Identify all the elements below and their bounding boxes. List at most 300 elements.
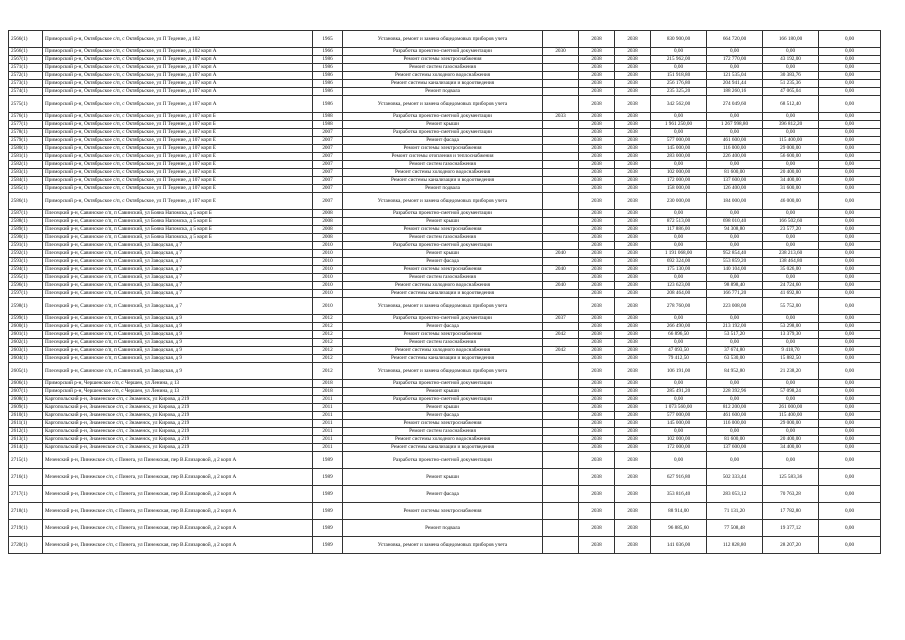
total-cost-cell: 872 513,00	[651, 218, 707, 226]
other-cost-cell: 0,00	[819, 121, 881, 129]
address-cell: Приморский р-н, Октябрьское с/п, с Октябрьское, ул П Тедение, д 107 корп Е	[43, 129, 313, 137]
prev-year-cell	[543, 72, 579, 80]
prev-year-cell	[543, 129, 579, 137]
work-type-cell: Ремонт фасада	[343, 412, 543, 420]
prev-year-cell	[543, 274, 579, 282]
plan-start-cell: 2038	[579, 537, 615, 554]
row-id-cell: 2566(1)	[9, 48, 43, 56]
row-id-cell: 2602(1)	[9, 339, 43, 347]
total-cost-cell: 0,00	[651, 129, 707, 137]
work-type-cell: Ремонт системы холодного водоснабжения	[343, 436, 543, 444]
owner-cost-cell: 0,00	[763, 315, 819, 323]
table-row	[9, 234, 881, 242]
address-cell: Плесецкий р-н, Савинское с/п, п Савинский, ул Бояна Напомска, д 5 корп Б	[43, 210, 313, 218]
plan-end-cell: 2038	[615, 153, 651, 161]
prev-year-cell	[543, 121, 579, 129]
fund-cost-cell: 116 000,00	[707, 145, 763, 153]
year-built-cell: 2007	[313, 137, 343, 145]
table-row	[9, 129, 881, 137]
owner-cost-cell: 0,00	[763, 129, 819, 137]
prev-year-cell	[543, 96, 579, 113]
prev-year-cell	[543, 242, 579, 250]
total-cost-cell: 627 916,80	[651, 469, 707, 486]
year-built-cell: 2008	[313, 226, 343, 234]
fund-cost-cell: 140 104,00	[707, 266, 763, 274]
fund-cost-cell: 0,00	[707, 113, 763, 121]
row-id-cell: 2720(1)	[9, 537, 43, 554]
row-id-cell: 2583(1)	[9, 169, 43, 177]
work-type-cell: Ремонт крыши	[343, 388, 543, 396]
prev-year-cell	[543, 258, 579, 266]
plan-end-cell: 2038	[615, 88, 651, 96]
table-row	[9, 520, 881, 537]
work-type-cell: Установка, ремонт и замена общедомовых приборов учета	[343, 298, 543, 315]
plan-end-cell: 2038	[615, 234, 651, 242]
other-cost-cell: 0,00	[819, 404, 881, 412]
row-id-cell: 2567(1)	[9, 56, 43, 64]
prev-year-cell: 2033	[543, 113, 579, 121]
owner-cost-cell: 41 692,80	[763, 290, 819, 298]
owner-cost-cell: 34 400,00	[763, 177, 819, 185]
address-cell: Плесецкий р-н, Савинское с/п, п Савинский, ул Заводская, д 7	[43, 298, 313, 315]
table-row	[9, 137, 881, 145]
plan-start-cell: 2038	[579, 486, 615, 503]
work-type-cell: Ремонт системы канализации и водоотведения	[343, 355, 543, 363]
total-cost-cell: 96 885,60	[651, 520, 707, 537]
year-built-cell: 1989	[313, 452, 343, 469]
row-id-cell: 2716(1)	[9, 469, 43, 486]
table-row	[9, 266, 881, 274]
prev-year-cell	[543, 56, 579, 64]
prev-year-cell: 2042	[543, 331, 579, 339]
fund-cost-cell: 37 674,80	[707, 347, 763, 355]
total-cost-cell: 0,00	[651, 48, 707, 56]
owner-cost-cell: 0,00	[763, 242, 819, 250]
owner-cost-cell: 57 098,24	[763, 388, 819, 396]
table-body	[9, 31, 881, 554]
other-cost-cell: 0,00	[819, 315, 881, 323]
work-type-cell: Ремонт системы электроснабжения	[343, 145, 543, 153]
row-id-cell: 2614(1)	[9, 444, 43, 452]
table-row	[9, 404, 881, 412]
table-row	[9, 177, 881, 185]
fund-cost-cell: 812 200,00	[707, 404, 763, 412]
table-row	[9, 145, 881, 153]
other-cost-cell: 0,00	[819, 266, 881, 274]
address-cell: Плесецкий р-н, Савинское с/п, п Савинский, ул Заводская, д 9	[43, 323, 313, 331]
table-row	[9, 347, 881, 355]
other-cost-cell: 0,00	[819, 347, 881, 355]
plan-start-cell: 2038	[579, 298, 615, 315]
work-type-cell: Ремонт системы канализации и водоотведения	[343, 80, 543, 88]
plan-start-cell: 2038	[579, 290, 615, 298]
address-cell: Плесецкий р-н, Савинское с/п, п Савинский, ул Заводская, д 7	[43, 274, 313, 282]
plan-start-cell: 2038	[579, 153, 615, 161]
total-cost-cell: 577 000,00	[651, 412, 707, 420]
other-cost-cell: 0,00	[819, 282, 881, 290]
plan-start-cell: 2038	[579, 242, 615, 250]
total-cost-cell: 102 000,00	[651, 436, 707, 444]
work-type-cell: Ремонт системы холодного водоснабжения	[343, 169, 543, 177]
other-cost-cell: 0,00	[819, 161, 881, 169]
row-id-cell: 2593(1)	[9, 258, 43, 266]
plan-start-cell: 2038	[579, 145, 615, 153]
work-type-cell: Ремонт фасада	[343, 486, 543, 503]
plan-start-cell: 2038	[579, 452, 615, 469]
work-type-cell: Разработка проектно-сметной документации	[343, 380, 543, 388]
table-row	[9, 193, 881, 210]
row-id-cell: 2601(1)	[9, 331, 43, 339]
prev-year-cell	[543, 469, 579, 486]
other-cost-cell: 0,00	[819, 355, 881, 363]
table-row	[9, 444, 881, 452]
plan-end-cell: 2038	[615, 469, 651, 486]
other-cost-cell: 0,00	[819, 193, 881, 210]
year-built-cell: 2018	[313, 388, 343, 396]
owner-cost-cell: 19 377,12	[763, 520, 819, 537]
total-cost-cell: 0,00	[651, 396, 707, 404]
plan-end-cell: 2038	[615, 298, 651, 315]
total-cost-cell: 0,00	[651, 113, 707, 121]
work-type-cell: Ремонт подвала	[343, 520, 543, 537]
owner-cost-cell: 20 400,00	[763, 436, 819, 444]
other-cost-cell: 0,00	[819, 331, 881, 339]
row-id-cell: 2612(1)	[9, 428, 43, 436]
plan-start-cell: 2038	[579, 282, 615, 290]
row-id-cell: 2585(1)	[9, 185, 43, 193]
row-id-cell: 2586(1)	[9, 193, 43, 210]
other-cost-cell: 0,00	[819, 290, 881, 298]
address-cell: Плесецкий р-н, Савинское с/п, п Савинский, ул Заводская, д 7	[43, 258, 313, 266]
plan-end-cell: 2038	[615, 412, 651, 420]
year-built-cell: 2011	[313, 396, 343, 404]
address-cell: Приморский р-н, Октябрьское с/п, с Октябрьское, ул П Тедение, д 107 корп Е	[43, 137, 313, 145]
prev-year-cell: 2040	[543, 282, 579, 290]
total-cost-cell: 145 000,00	[651, 145, 707, 153]
owner-cost-cell: 21 238,20	[763, 363, 819, 380]
plan-start-cell: 2038	[579, 96, 615, 113]
fund-cost-cell: 1 267 998,80	[707, 121, 763, 129]
plan-end-cell: 2038	[615, 339, 651, 347]
work-type-cell: Ремонт системы канализации и водоотведения	[343, 177, 543, 185]
owner-cost-cell: 43 192,00	[763, 56, 819, 64]
owner-cost-cell: 56 600,00	[763, 153, 819, 161]
table-row	[9, 315, 881, 323]
total-cost-cell: 0,00	[651, 452, 707, 469]
owner-cost-cell: 13 379,30	[763, 331, 819, 339]
year-built-cell: 1966	[313, 48, 343, 56]
fund-cost-cell: 121 535,04	[707, 72, 763, 80]
row-id-cell: 2592(1)	[9, 250, 43, 258]
owner-cost-cell: 261 000,00	[763, 404, 819, 412]
plan-start-cell: 2038	[579, 520, 615, 537]
owner-cost-cell: 0,00	[763, 113, 819, 121]
total-cost-cell: 256 176,80	[651, 80, 707, 88]
table-row	[9, 258, 881, 266]
other-cost-cell: 0,00	[819, 177, 881, 185]
other-cost-cell: 0,00	[819, 436, 881, 444]
table-row	[9, 161, 881, 169]
table-row	[9, 80, 881, 88]
prev-year-cell	[543, 404, 579, 412]
row-id-cell: 2715(1)	[9, 452, 43, 469]
other-cost-cell: 0,00	[819, 444, 881, 452]
plan-start-cell: 2038	[579, 177, 615, 185]
plan-end-cell: 2038	[615, 323, 651, 331]
table-row	[9, 274, 881, 282]
year-built-cell: 1986	[313, 80, 343, 88]
address-cell: Плесецкий р-н, Савинское с/п, п Савинский, ул Заводская, д 9	[43, 315, 313, 323]
other-cost-cell: 0,00	[819, 537, 881, 554]
work-type-cell: Ремонт системы холодного водоснабжения	[343, 282, 543, 290]
address-cell: Приморский р-н, Октябрьское с/п, с Октябрьское, ул П Тедение, д 107 корп Е	[43, 145, 313, 153]
table-row	[9, 452, 881, 469]
work-type-cell: Разработка проектно-сметной документации	[343, 210, 543, 218]
row-id-cell: 2588(1)	[9, 218, 43, 226]
other-cost-cell: 0,00	[819, 469, 881, 486]
plan-start-cell: 2038	[579, 388, 615, 396]
address-cell: Приморский р-н, Октябрьское с/п, с Октябрьское, ул П Тедение, д 107 корп А	[43, 64, 313, 72]
prev-year-cell	[543, 355, 579, 363]
year-built-cell: 1986	[313, 72, 343, 80]
plan-start-cell: 2038	[579, 420, 615, 428]
owner-cost-cell: 17 782,80	[763, 503, 819, 520]
prev-year-cell	[543, 388, 579, 396]
total-cost-cell: 79 412,50	[651, 355, 707, 363]
fund-cost-cell: 0,00	[707, 129, 763, 137]
other-cost-cell: 0,00	[819, 137, 881, 145]
table-row	[9, 210, 881, 218]
year-built-cell: 2012	[313, 347, 343, 355]
address-cell: Приморский р-н, Октябрьское с/п, с Октябрьское, ул П Тедение, д 107 корп Е	[43, 153, 313, 161]
year-built-cell: 1965	[313, 31, 343, 48]
fund-cost-cell: 0,00	[707, 428, 763, 436]
address-cell: Мезенский р-н, Пинежское с/п, с Пинега, ул Пинежская, пер В.Елизаровой, д 2 корп А	[43, 503, 313, 520]
total-cost-cell: 66 896,50	[651, 331, 707, 339]
owner-cost-cell: 46 000,00	[763, 193, 819, 210]
year-built-cell: 1989	[313, 520, 343, 537]
year-built-cell: 1986	[313, 56, 343, 64]
table-row	[9, 88, 881, 96]
owner-cost-cell: 115 400,00	[763, 137, 819, 145]
other-cost-cell: 0,00	[819, 226, 881, 234]
work-type-cell: Ремонт системы холодного водоснабжения	[343, 347, 543, 355]
row-id-cell: 2599(1)	[9, 315, 43, 323]
plan-start-cell: 2038	[579, 266, 615, 274]
work-type-cell: Ремонт крыши	[343, 250, 543, 258]
address-cell: Каргопольский р-н, Знаменское с/п, с Знаменск, ул Кирова, д 219	[43, 396, 313, 404]
plan-end-cell: 2038	[615, 420, 651, 428]
row-id-cell: 2598(1)	[9, 298, 43, 315]
address-cell: Приморский р-н, Октябрьское с/п, с Октябрьское, ул П Тедение, д 107 корп Е	[43, 169, 313, 177]
other-cost-cell: 0,00	[819, 380, 881, 388]
owner-cost-cell: 68 512,40	[763, 96, 819, 113]
year-built-cell: 1988	[313, 113, 343, 121]
plan-start-cell: 2038	[579, 274, 615, 282]
row-id-cell: 2573(1)	[9, 80, 43, 88]
prev-year-cell	[543, 161, 579, 169]
owner-cost-cell: 34 400,00	[763, 444, 819, 452]
year-built-cell: 2011	[313, 444, 343, 452]
fund-cost-cell: 81 600,00	[707, 169, 763, 177]
fund-cost-cell: 116 000,00	[707, 420, 763, 428]
year-built-cell: 2018	[313, 380, 343, 388]
prev-year-cell: 2040	[543, 250, 579, 258]
owner-cost-cell: 29 000,00	[763, 145, 819, 153]
fund-cost-cell: 283 053,12	[707, 486, 763, 503]
address-cell: Приморский р-н, Чершенское с/п, с Чершен, ул Ленина, д 13	[43, 388, 313, 396]
row-id-cell: 2581(1)	[9, 153, 43, 161]
other-cost-cell: 0,00	[819, 258, 881, 266]
row-id-cell: 2575(1)	[9, 96, 43, 113]
plan-end-cell: 2038	[615, 121, 651, 129]
owner-cost-cell: 55 752,00	[763, 298, 819, 315]
plan-end-cell: 2038	[615, 161, 651, 169]
plan-start-cell: 2038	[579, 210, 615, 218]
plan-end-cell: 2038	[615, 444, 651, 452]
plan-end-cell: 2038	[615, 56, 651, 64]
other-cost-cell: 0,00	[819, 503, 881, 520]
total-cost-cell: 577 000,00	[651, 137, 707, 145]
total-cost-cell: 1 961 250,00	[651, 121, 707, 129]
year-built-cell: 2008	[313, 234, 343, 242]
plan-end-cell: 2038	[615, 266, 651, 274]
work-type-cell: Ремонт системы канализации и водоотведения	[343, 290, 543, 298]
row-id-cell: 2608(1)	[9, 396, 43, 404]
other-cost-cell: 0,00	[819, 388, 881, 396]
plan-end-cell: 2038	[615, 250, 651, 258]
total-cost-cell: 353 816,40	[651, 486, 707, 503]
plan-end-cell: 2038	[615, 486, 651, 503]
fund-cost-cell: 77 508,48	[707, 520, 763, 537]
other-cost-cell: 0,00	[819, 88, 881, 96]
table-row	[9, 436, 881, 444]
other-cost-cell: 0,00	[819, 64, 881, 72]
fund-cost-cell: 0,00	[707, 210, 763, 218]
prev-year-cell	[543, 537, 579, 554]
plan-end-cell: 2038	[615, 452, 651, 469]
prev-year-cell	[543, 137, 579, 145]
plan-end-cell: 2038	[615, 96, 651, 113]
plan-end-cell: 2038	[615, 274, 651, 282]
plan-start-cell: 2038	[579, 226, 615, 234]
table-row	[9, 339, 881, 347]
owner-cost-cell: 0,00	[763, 234, 819, 242]
total-cost-cell: 0,00	[651, 428, 707, 436]
plan-end-cell: 2038	[615, 503, 651, 520]
row-id-cell: 2579(1)	[9, 137, 43, 145]
table-row	[9, 412, 881, 420]
total-cost-cell: 0,00	[651, 210, 707, 218]
address-cell: Каргопольский р-н, Знаменское с/п, с Знаменск, ул Кирова, д 219	[43, 404, 313, 412]
other-cost-cell: 0,00	[819, 420, 881, 428]
prev-year-cell	[543, 234, 579, 242]
year-built-cell: 2012	[313, 331, 343, 339]
fund-cost-cell: 172 770,00	[707, 56, 763, 64]
owner-cost-cell: 238 213,60	[763, 250, 819, 258]
prev-year-cell	[543, 226, 579, 234]
year-built-cell: 2012	[313, 355, 343, 363]
fund-cost-cell: 274 049,60	[707, 96, 763, 113]
owner-cost-cell: 0,00	[763, 452, 819, 469]
prev-year-cell	[543, 380, 579, 388]
fund-cost-cell: 184 000,00	[707, 193, 763, 210]
plan-start-cell: 2038	[579, 380, 615, 388]
prev-year-cell	[543, 412, 579, 420]
total-cost-cell: 0,00	[651, 380, 707, 388]
total-cost-cell: 830 900,00	[651, 31, 707, 48]
plan-end-cell: 2038	[615, 64, 651, 72]
prev-year-cell	[543, 503, 579, 520]
prev-year-cell	[543, 193, 579, 210]
year-built-cell: 2007	[313, 169, 343, 177]
address-cell: Мезенский р-н, Пинежское с/п, с Пинега, ул Пинежская, пер В.Елизаровой, д 2 корп А	[43, 486, 313, 503]
table-row	[9, 113, 881, 121]
owner-cost-cell: 35 026,00	[763, 266, 819, 274]
fund-cost-cell: 137 600,00	[707, 177, 763, 185]
plan-start-cell: 2038	[579, 258, 615, 266]
plan-end-cell: 2038	[615, 177, 651, 185]
fund-cost-cell: 664 720,00	[707, 31, 763, 48]
owner-cost-cell: 24 724,60	[763, 282, 819, 290]
work-type-cell: Разработка проектно-сметной документации	[343, 452, 543, 469]
other-cost-cell: 0,00	[819, 113, 881, 121]
address-cell: Плесецкий р-н, Савинское с/п, п Савинский, ул Бояна Напомска, д 5 корп Б	[43, 218, 313, 226]
row-id-cell: 2594(1)	[9, 266, 43, 274]
address-cell: Мезенский р-н, Пинежское с/п, с Пинега, ул Пинежская, пер В.Елизаровой, д 2 корп А	[43, 520, 313, 537]
work-type-cell: Ремонт систем газоснабжения	[343, 428, 543, 436]
table-row	[9, 298, 881, 315]
table-row	[9, 242, 881, 250]
plan-start-cell: 2038	[579, 323, 615, 331]
work-type-cell: Ремонт крыши	[343, 469, 543, 486]
other-cost-cell: 0,00	[819, 274, 881, 282]
row-id-cell: 2577(1)	[9, 121, 43, 129]
total-cost-cell: 266 490,00	[651, 323, 707, 331]
table-row	[9, 31, 881, 48]
work-type-cell: Ремонт системы отопления и теплоснабжения	[343, 153, 543, 161]
address-cell: Плесецкий р-н, Савинское с/п, п Савинский, ул Заводская, д 9	[43, 339, 313, 347]
total-cost-cell: 342 562,00	[651, 96, 707, 113]
total-cost-cell: 0,00	[651, 64, 707, 72]
year-built-cell: 2011	[313, 420, 343, 428]
prev-year-cell	[543, 80, 579, 88]
year-built-cell: 2010	[313, 266, 343, 274]
plan-start-cell: 2038	[579, 137, 615, 145]
plan-start-cell: 2038	[579, 339, 615, 347]
total-cost-cell: 172 000,00	[651, 177, 707, 185]
row-id-cell: 2571(1)	[9, 64, 43, 72]
other-cost-cell: 0,00	[819, 56, 881, 64]
table-row	[9, 331, 881, 339]
address-cell: Приморский р-н, Октябрьское с/п, с Октябрьское, ул П Тедение, д 107 корп Е	[43, 185, 313, 193]
row-id-cell: 2600(1)	[9, 323, 43, 331]
fund-cost-cell: 204 941,44	[707, 80, 763, 88]
fund-cost-cell: 502 333,44	[707, 469, 763, 486]
row-id-cell: 2591(1)	[9, 242, 43, 250]
table-row	[9, 503, 881, 520]
year-built-cell: 2007	[313, 153, 343, 161]
work-type-cell: Ремонт фасада	[343, 258, 543, 266]
row-id-cell: 2580(1)	[9, 145, 43, 153]
total-cost-cell: 158 000,00	[651, 185, 707, 193]
year-built-cell: 2011	[313, 436, 343, 444]
table-row	[9, 72, 881, 80]
table-row	[9, 64, 881, 72]
other-cost-cell: 0,00	[819, 428, 881, 436]
prev-year-cell	[543, 436, 579, 444]
address-cell: Плесецкий р-н, Савинское с/п, п Савинский, ул Заводская, д 7	[43, 290, 313, 298]
